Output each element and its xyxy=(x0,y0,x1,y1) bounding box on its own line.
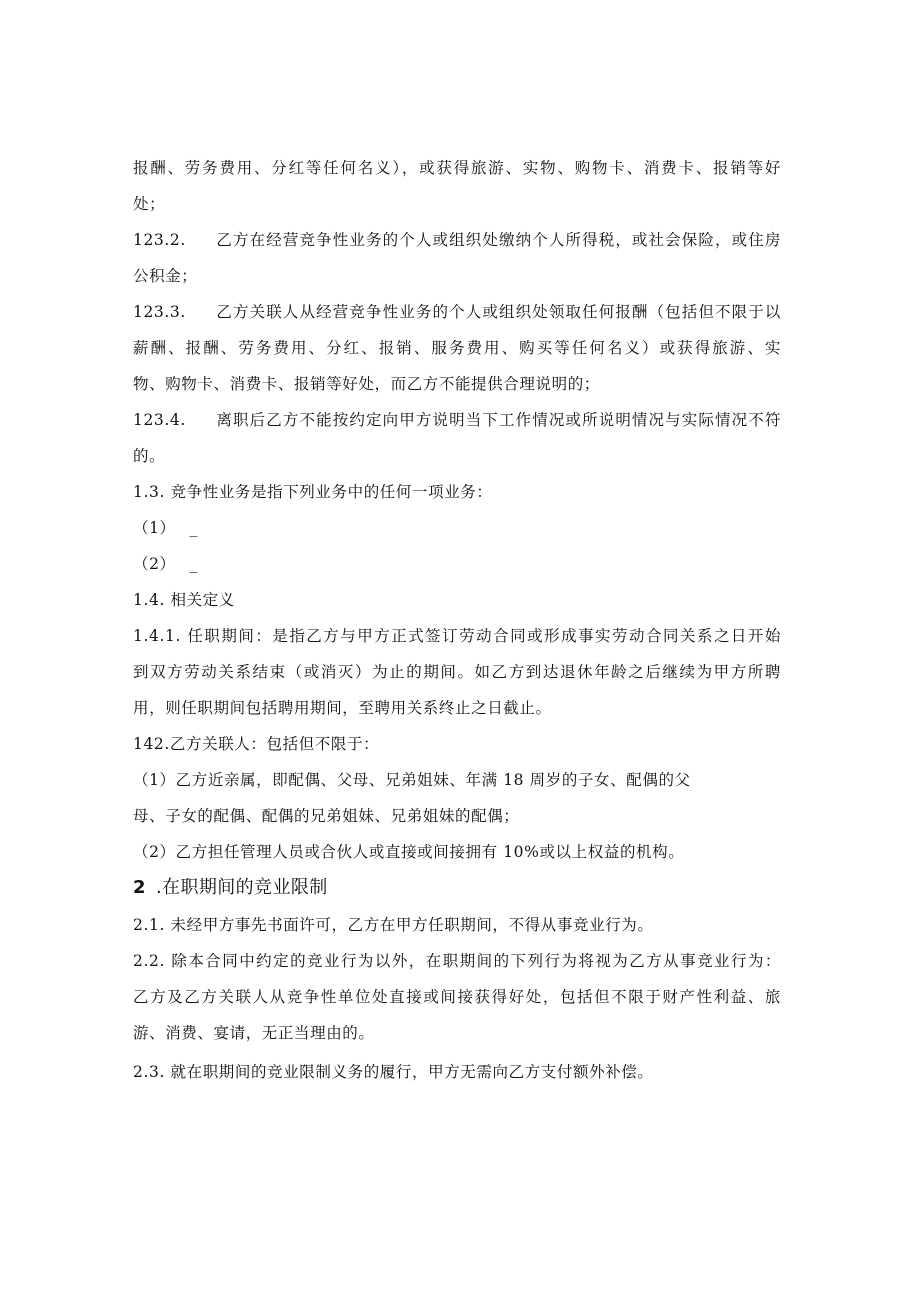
clause-text: 乙方在经营竞争性业务的个人或组织处缴纳个人所得税，或社会保险，或住房 xyxy=(215,231,781,249)
paragraph-line: 到双方劳动关系结束（或消灭）为止的期间。如乙方到达退休年龄之后继续为甲方所聘 xyxy=(133,663,781,681)
section-title: .在职期间的竞业限制 xyxy=(155,877,328,898)
blank-field: _ xyxy=(189,519,199,537)
clause-1-4: 1.4. 相关定义 xyxy=(133,591,235,609)
section-heading xyxy=(133,877,328,899)
clause-142: 142.乙方关联人：包括但不限于： xyxy=(133,735,380,753)
paragraph-line: 薪酬、报酬、劳务费用、分红、报销、服务费用、购买等任何名义）或获得旅游、实 xyxy=(133,339,781,357)
clause-number: 123.2. xyxy=(133,231,186,249)
list-item: （1）乙方近亲属，即配偶、父母、兄弟姐妹、年满 18 周岁的子女、配偶的父 xyxy=(133,771,691,789)
paragraph-line: 乙方及乙方关联人从竞争性单位处直接或间接获得好处，包括但不限于财产性利益、旅 xyxy=(133,988,781,1006)
paragraph-line: 物、购物卡、消费卡、报销等好处，而乙方不能提供合理说明的； xyxy=(133,375,600,393)
list-marker: （2） xyxy=(133,555,176,573)
paragraph-line: 母、子女的配偶、配偶的兄弟姐妹、兄弟姐妹的配偶； xyxy=(133,807,520,825)
paragraph-line: 处； xyxy=(133,195,166,213)
clause-2-3: 2.3. 就在职期间的竞业限制义务的履行，甲方无需向乙方支付额外补偿。 xyxy=(133,1063,654,1081)
clause-123-3 xyxy=(133,302,781,322)
clause-number: 123.4. xyxy=(133,411,186,429)
paragraph-line: 报酬、劳务费用、分红等任何名义），或获得旅游、实物、购物卡、消费卡、报销等好 xyxy=(133,159,781,177)
clause-text: 乙方关联人从经营竞争性业务的个人或组织处领取任何报酬（包括但不限于以 xyxy=(215,303,781,321)
paragraph-line: 公积金； xyxy=(133,267,198,285)
clause-1-3: 1.3. 竞争性业务是指下列业务中的任何一项业务： xyxy=(133,483,493,501)
clause-2-1: 2.1. 未经甲方事先书面许可，乙方在甲方任职期间，不得从事竞业行为。 xyxy=(133,916,654,934)
section-number: 2 xyxy=(133,877,146,898)
paragraph-line: 用，则任职期间包括聘用期间，至聘用关系终止之日截止。 xyxy=(133,699,552,717)
blank-field: _ xyxy=(189,555,199,573)
clause-2-2: 2.2. 除本合同中约定的竞业行为以外，在职期间的下列行为将视为乙方从事竞业行为： xyxy=(133,952,781,970)
paragraph-line: 的。 xyxy=(133,447,166,465)
list-item xyxy=(133,554,198,574)
list-item xyxy=(133,518,198,538)
list-item: （2）乙方担任管理人员或合伙人或直接或间接拥有 10%或以上权益的机构。 xyxy=(133,843,685,861)
paragraph-line: 游、消费、宴请，无正当理由的。 xyxy=(133,1024,375,1042)
clause-1-4-1: 1.4.1. 任职期间：是指乙方与甲方正式签订劳动合同或形成事实劳动合同关系之日开始 xyxy=(133,627,781,645)
list-marker: （1） xyxy=(133,519,176,537)
clause-number: 123.3. xyxy=(133,303,186,321)
clause-text: 离职后乙方不能按约定向甲方说明当下工作情况或所说明情况与实际情况不符 xyxy=(215,411,781,429)
clause-123-4 xyxy=(133,410,781,430)
clause-123-2 xyxy=(133,230,781,250)
